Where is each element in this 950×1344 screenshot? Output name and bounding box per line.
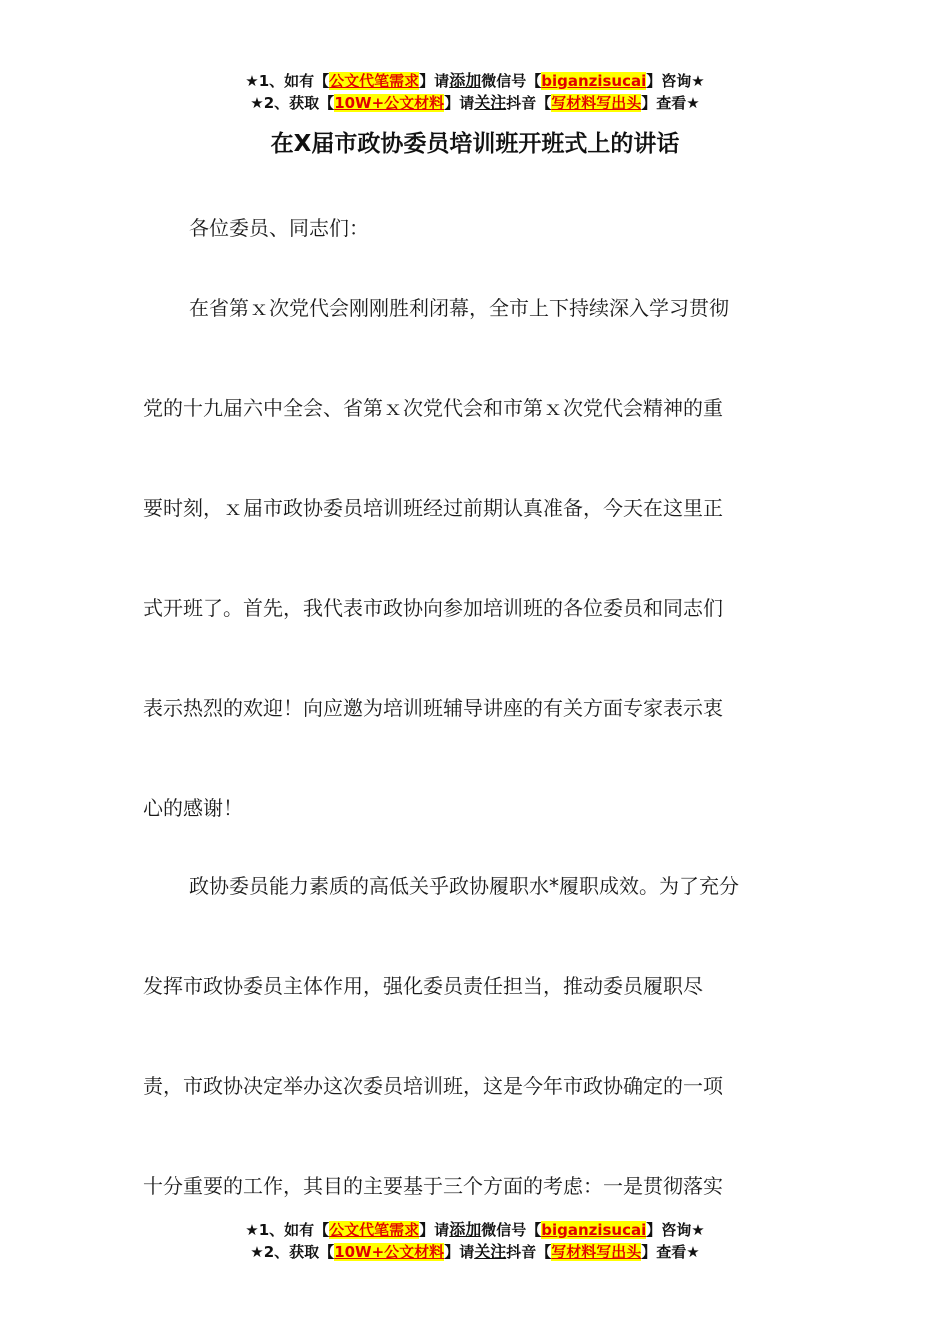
highlight-materials: 10W+公文材料 — [334, 94, 445, 112]
top-banner — [0, 70, 950, 114]
banner-emphasis: 添加 — [449, 71, 482, 90]
banner-text: 】请 — [444, 1243, 475, 1261]
paragraph-1 — [143, 288, 813, 866]
highlight-materials: 10W+公文材料 — [334, 1243, 445, 1261]
paragraph-line: 表示热烈的欢迎！向应邀为培训班辅导讲座的有关方面专家表示衷 — [143, 696, 723, 720]
paragraph-line: 责，市政协决定举办这次委员培训班，这是今年市政协确定的一项 — [143, 1074, 723, 1098]
paragraph-2 — [143, 866, 813, 1266]
banner-text: 抖音【 — [506, 1243, 552, 1261]
banner-text: ★2、获取【 — [250, 1243, 335, 1261]
bottom-banner — [0, 1219, 950, 1263]
banner-text: 】请 — [419, 1221, 450, 1239]
banner-text: ★2、获取【 — [250, 94, 335, 112]
paragraph-line: 式开班了。首先，我代表市政协向参加培训班的各位委员和同志们 — [143, 596, 723, 620]
banner-text: 】咨询★ — [646, 1221, 705, 1239]
banner-text: 】请 — [444, 94, 475, 112]
banner-text: 微信号【 — [481, 1221, 542, 1239]
banner-text: 微信号【 — [481, 72, 542, 90]
banner-text: 】咨询★ — [646, 72, 705, 90]
banner-line-1 — [0, 1219, 950, 1241]
paragraph-line: 在省第ｘ次党代会刚刚胜利闭幕，全市上下持续深入学习贯彻 — [189, 296, 729, 320]
banner-line-2 — [0, 1241, 950, 1263]
banner-text: 】查看★ — [641, 94, 700, 112]
highlight-wechat-id: biganzisucai — [541, 72, 647, 90]
salutation: 各位委员、同志们： — [189, 216, 369, 240]
banner-emphasis: 关注 — [474, 1242, 507, 1261]
paragraph-line: 要时刻，ｘ届市政协委员培训班经过前期认真准备，今天在这里正 — [143, 496, 723, 520]
banner-text: ★1、如有【 — [245, 72, 330, 90]
banner-text: 】查看★ — [641, 1243, 700, 1261]
paragraph-line: 发挥市政协委员主体作用，强化委员责任担当，推动委员履职尽 — [143, 974, 703, 998]
banner-emphasis: 添加 — [449, 1220, 482, 1239]
banner-line-2 — [0, 92, 950, 114]
highlight-service: 公文代笔需求 — [329, 1221, 420, 1239]
paragraph-line: 党的十九届六中全会、省第ｘ次党代会和市第ｘ次党代会精神的重 — [143, 396, 723, 420]
banner-line-1 — [0, 70, 950, 92]
highlight-service: 公文代笔需求 — [329, 72, 420, 90]
paragraph-line: 十分重要的工作，其目的主要基于三个方面的考虑：一是贯彻落实 — [143, 1174, 723, 1198]
highlight-douyin: 写材料写出头 — [551, 94, 642, 112]
paragraph-line: 政协委员能力素质的高低关乎政协履职水*履职成效。为了充分 — [189, 874, 739, 898]
highlight-wechat-id: biganzisucai — [541, 1221, 647, 1239]
document-title: 在X届市政协委员培训班开班式上的讲话 — [270, 131, 680, 157]
paragraph-line: 心的感谢！ — [143, 796, 243, 820]
banner-emphasis: 关注 — [474, 93, 507, 112]
highlight-douyin: 写材料写出头 — [551, 1243, 642, 1261]
document-body — [143, 208, 813, 1266]
banner-text: 】请 — [419, 72, 450, 90]
banner-text: 抖音【 — [506, 94, 552, 112]
banner-text: ★1、如有【 — [245, 1221, 330, 1239]
